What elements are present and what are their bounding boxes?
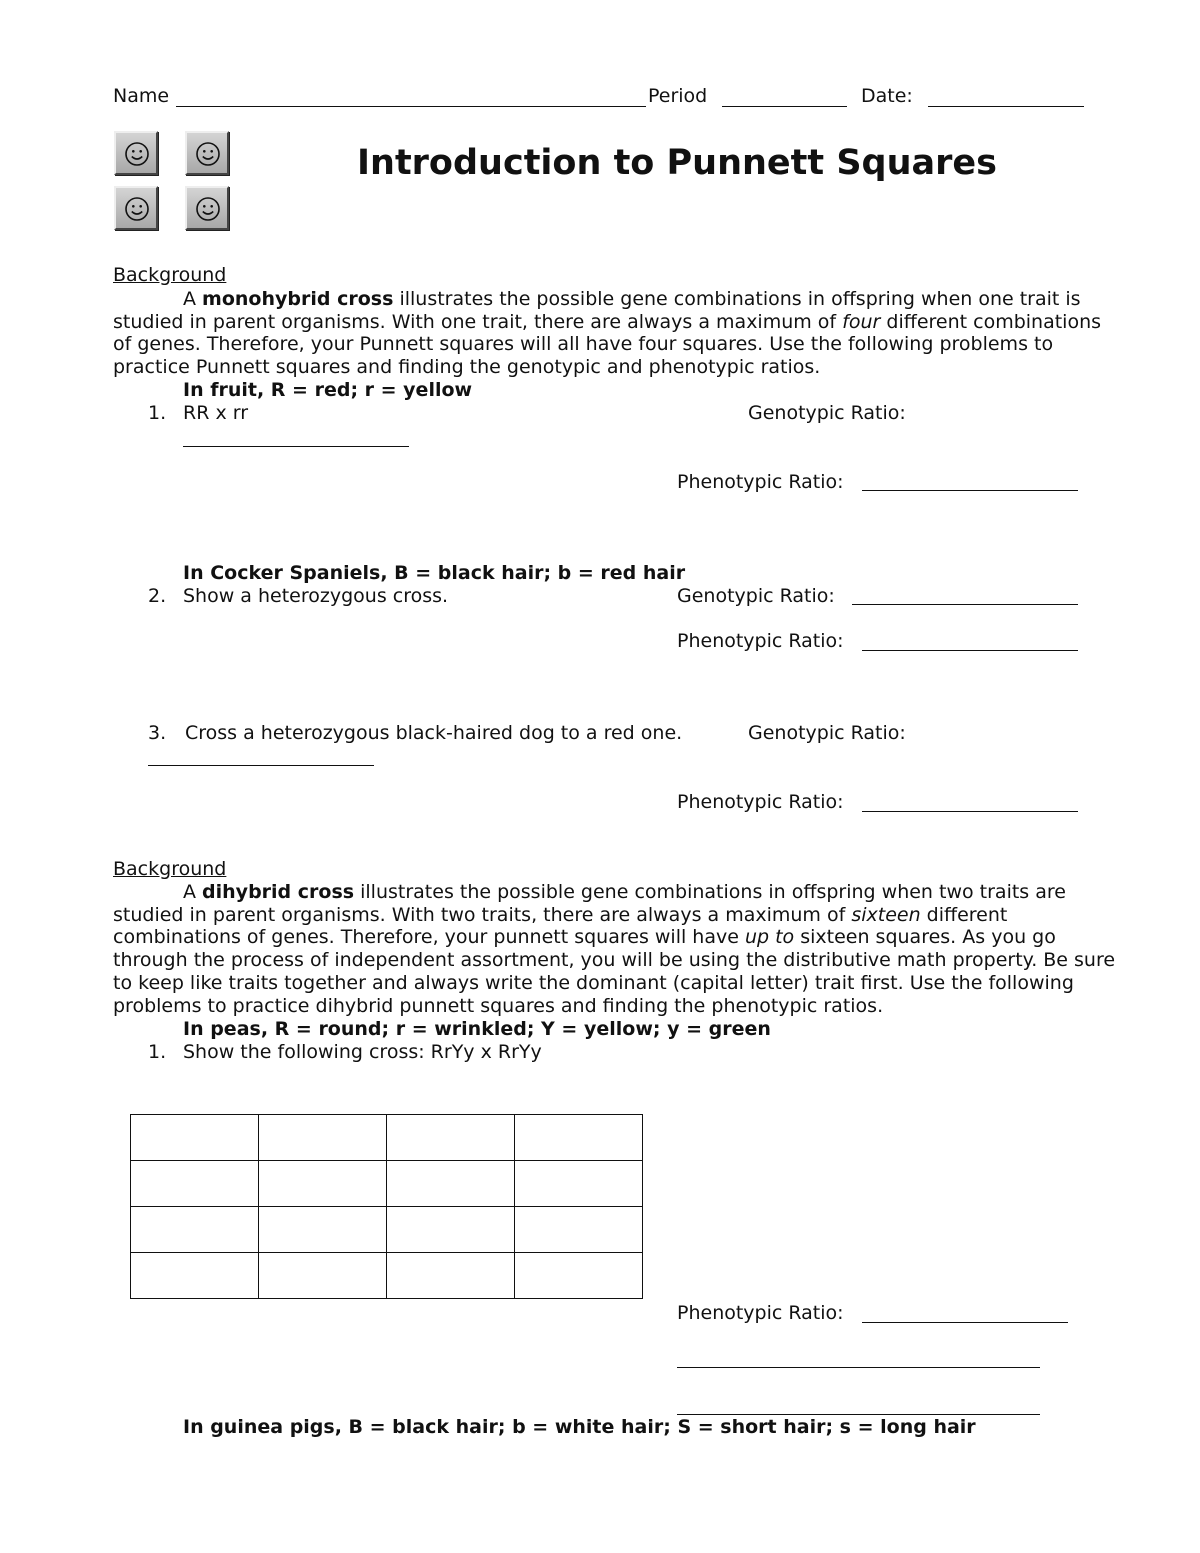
pea-key: In peas, R = round; r = wrinkled; Y = yellow; y = green <box>183 1018 771 1040</box>
genotypic-ratio-label: Genotypic Ratio: <box>748 722 906 744</box>
smiley-icon <box>185 186 229 230</box>
punnett-cell[interactable] <box>131 1115 259 1161</box>
phenotypic-ratio-label: Phenotypic Ratio: <box>677 630 844 652</box>
phenotypic-ratio-field[interactable] <box>862 650 1078 651</box>
dihybrid-term: dihybrid cross <box>202 881 355 903</box>
punnett-cell[interactable] <box>131 1253 259 1299</box>
punnett-cell[interactable] <box>387 1115 515 1161</box>
smiley-icon <box>185 131 229 175</box>
question-text: Show the following cross: RrYy x RrYy <box>183 1041 542 1063</box>
spaniel-key: In Cocker Spaniels, B = black hair; b = red hair <box>183 562 686 584</box>
phenotypic-ratio-field[interactable] <box>677 1414 1040 1415</box>
guinea-pig-key: In guinea pigs, B = black hair; b = white hair; S = short hair; s = long hair <box>183 1416 976 1438</box>
punnett-cell[interactable] <box>515 1115 643 1161</box>
question-text: Cross a heterozygous black-haired dog to a red one. <box>185 722 683 744</box>
fruit-key: In fruit, R = red; r = yellow <box>183 379 473 401</box>
genotypic-ratio-label: Genotypic Ratio: <box>677 585 835 607</box>
punnett-cell[interactable] <box>259 1207 387 1253</box>
punnett-cell[interactable] <box>515 1207 643 1253</box>
punnett-cell[interactable] <box>259 1115 387 1161</box>
genotypic-ratio-field[interactable] <box>148 765 374 766</box>
punnett-cell[interactable] <box>515 1161 643 1207</box>
page-title: Introduction to Punnett Squares <box>357 143 997 183</box>
period-label: Period <box>648 85 708 107</box>
punnett-cell[interactable] <box>131 1207 259 1253</box>
monohybrid-term: monohybrid cross <box>202 288 394 310</box>
genotypic-ratio-field[interactable] <box>183 446 409 447</box>
name-label: Name <box>113 85 170 107</box>
punnett-cell[interactable] <box>259 1253 387 1299</box>
punnett-cell[interactable] <box>387 1207 515 1253</box>
period-field[interactable] <box>722 106 847 107</box>
phenotypic-ratio-field[interactable] <box>862 811 1078 812</box>
punnett-cell[interactable] <box>515 1253 643 1299</box>
punnett-cell[interactable] <box>387 1253 515 1299</box>
name-field[interactable] <box>176 106 646 107</box>
question-number: 1. <box>148 1041 167 1063</box>
question-text: RR x rr <box>183 402 249 424</box>
date-field[interactable] <box>928 106 1084 107</box>
question-text: Show a heterozygous cross. <box>183 585 449 607</box>
phenotypic-ratio-field[interactable] <box>862 1322 1068 1323</box>
punnett-cell[interactable] <box>259 1161 387 1207</box>
punnett-cell[interactable] <box>387 1161 515 1207</box>
phenotypic-ratio-label: Phenotypic Ratio: <box>677 1302 844 1324</box>
monohybrid-paragraph: A monohybrid cross illustrates the possible gene combinations in offspring when one trait is studied in parent organisms. With one trait, there are always a maximum of four different combinations of genes. Therefore, your Punnett squares will all have four squares. Use the following problems to practice Punnett squares and finding the genotypic and phenotypic ratios. <box>113 288 1102 379</box>
background-heading: Background <box>113 264 227 286</box>
background-heading: Background <box>113 858 227 880</box>
date-label: Date: <box>861 85 913 107</box>
phenotypic-ratio-field[interactable] <box>862 490 1078 491</box>
punnett-square-grid <box>130 1114 643 1299</box>
question-number: 2. <box>148 585 167 607</box>
genotypic-ratio-field[interactable] <box>852 604 1078 605</box>
question-number: 1. <box>148 402 167 424</box>
genotypic-ratio-label: Genotypic Ratio: <box>748 402 906 424</box>
dihybrid-paragraph: A dihybrid cross illustrates the possible gene combinations in offspring when two traits are studied in parent organisms. With two traits, there are always a maximum of sixteen different combinations of genes. Therefore, your punnett squares will have up to sixteen squares. As you go through the process of independent assortment, you will be using the distributive math property. Be sure to keep like traits together and always write the dominant (capital letter) trait first. Use the following problems to practice dihybrid punnett squares and finding the phenotypic ratios. <box>113 881 1116 1017</box>
smiley-icon <box>114 186 158 230</box>
phenotypic-ratio-label: Phenotypic Ratio: <box>677 471 844 493</box>
phenotypic-ratio-field[interactable] <box>677 1367 1040 1368</box>
smiley-icon <box>114 131 158 175</box>
question-number: 3. <box>148 722 167 744</box>
phenotypic-ratio-label: Phenotypic Ratio: <box>677 791 844 813</box>
punnett-cell[interactable] <box>131 1161 259 1207</box>
